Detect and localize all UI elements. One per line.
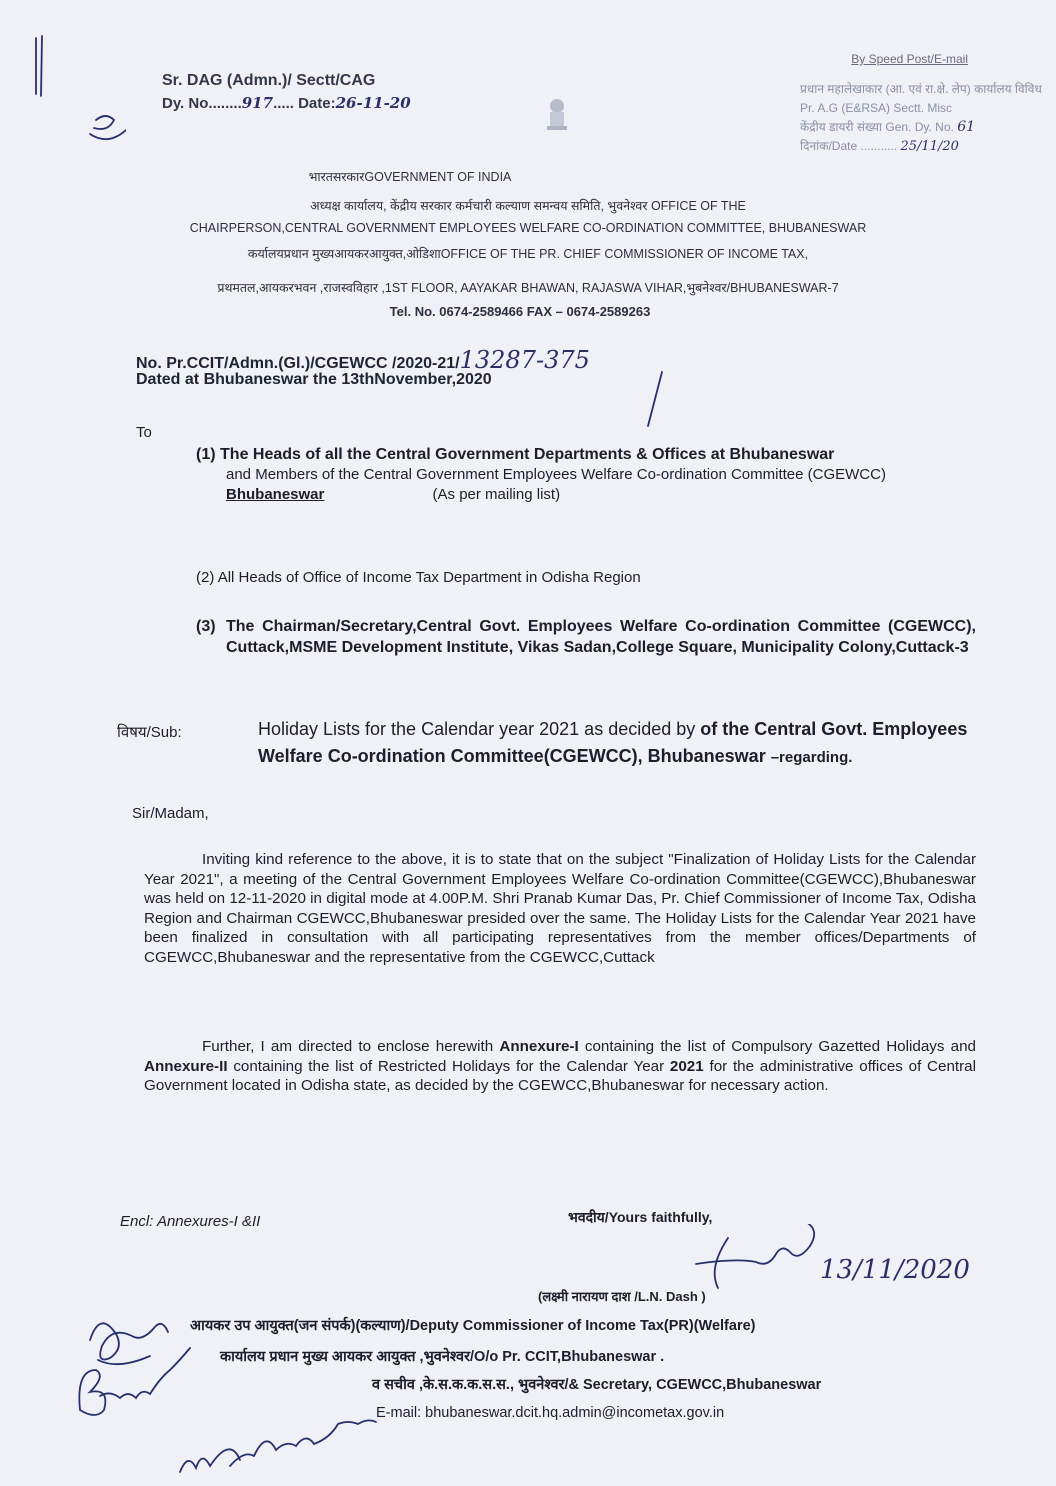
reference-number: No. Pr.CCIT/Admn.(Gl.)/CGEWCC /2020-21/: [136, 355, 460, 372]
date-label: Date:: [298, 95, 336, 112]
subject: [258, 716, 978, 771]
receipt-date-value: 25/11/20: [900, 139, 959, 154]
margin-scribble: [26, 34, 126, 164]
handwritten-stroke: [640, 368, 670, 430]
addressee-1-place: Bhubaneswar: [226, 486, 325, 503]
paragraph-2-part4: for the administrative offices of Central Government located in Odisha state, as decided by the CGEWCC,Bhubaneswar for necessary action.: [144, 1057, 976, 1094]
addressee-2-text: All Heads of Office of Income Tax Department in Odisha Region: [217, 569, 641, 586]
dy-number: 917: [241, 94, 274, 112]
subject-bold: of the Central Govt. Employees Welfare Co-ordination Committee(CGEWCC), Bhubaneswar: [258, 719, 968, 766]
designation-email: E-mail: bhubaneswar.dcit.hq.admin@incometax.gov.in: [376, 1405, 725, 1421]
header-line1: अध्यक्ष कार्यालय, केंद्रीय सरकार कर्मचारी कल्याण समन्वय समिति, भुवनेश्वर OFFICE OF THE: [310, 199, 746, 213]
inward-stamp: Sr. DAG (Admn.)/ Sectt/CAG Dy. No........917..... Date:26-11-20: [162, 72, 411, 112]
header-line3: कर्यालयप्रधान मुख्यआयकरआयुक्त,ओडिशाOFFICE OF THE PR. CHIEF COMMISSIONER OF INCOME TAX,: [247, 247, 809, 261]
receipt-date-label: दिनांक/Date: [800, 139, 858, 153]
tel-fax: Tel. No. 0674-2589466 FAX – 0674-2589263: [389, 304, 651, 319]
paragraph-2: [144, 1037, 976, 1096]
dy-label: Dy. No.: [162, 95, 213, 112]
addressee-3-num: (3): [196, 618, 216, 635]
enclosure: Encl: Annexures-I &II: [120, 1213, 261, 1230]
header-line4: प्रथमतल,आयकरभवन ,राजस्वविहार ,1ST FLOOR, AAYAKAR BHAWAN, RAJASWA VIHAR,भुबनेश्वर/BHUBANESWAR-7: [217, 281, 839, 295]
dispatch-mode: By Speed Post/E-mail: [851, 52, 968, 66]
holiday-year: 2021: [669, 1057, 704, 1075]
addressee-2: [196, 568, 976, 588]
subject-label: विषय/Sub:: [117, 724, 182, 741]
signatory-name: (लक्ष्मी नारायण दाश /L.N. Dash ): [538, 1289, 706, 1304]
national-emblem-icon: [544, 97, 570, 133]
paragraph-2-part3: containing the list of Restricted Holidays for the Calendar Year: [233, 1057, 665, 1075]
receipt-line3: केंद्रीय डायरी संख्या Gen. Dy. No.: [800, 120, 954, 134]
reference-handwritten: 13287-375: [459, 346, 590, 374]
designation-line1: आयकर उप आयुक्त(जन संपर्क)(कल्याण)/Deputy Commissioner of Income Tax(PR)(Welfare): [190, 1318, 756, 1334]
paragraph-2-part1: Further, I am directed to enclose herewith: [202, 1038, 494, 1055]
to-label: To: [136, 424, 152, 441]
addressee-1-bold: The Heads of all the Central Government Departments & Offices at Bhubaneswar: [220, 446, 835, 463]
addressee-1-num: (1): [196, 446, 216, 463]
handwritten-initials: [70, 1300, 490, 1480]
date-value: 26-11-20: [335, 94, 411, 112]
salutation: Sir/Madam,: [132, 805, 209, 822]
subject-plain: Holiday Lists for the Calendar year 2021 as decided by: [258, 719, 696, 739]
reference-line: [136, 346, 590, 374]
receipt-dy-number: 61: [957, 119, 976, 135]
receipt-line2: Pr. A.G (E&RSA) Sectt. Misc: [800, 101, 953, 115]
addressee-1-text: and Members of the Central Government Employees Welfare Co-ordination Committee (CGEWCC): [226, 466, 886, 483]
stamp-office: Sr. DAG (Admn.)/ Sectt/CAG: [162, 72, 376, 89]
addressee-1: [196, 445, 976, 505]
closing: भवदीय/Yours faithfully,: [568, 1209, 713, 1225]
designation-line3: व सचीव ,के.स.क.क.स.स., भुवनेश्वर/& Secretary, CGEWCC,Bhubaneswar: [372, 1377, 822, 1393]
paragraph-2-part2: containing the list of Compulsory Gazetted Holidays and: [584, 1038, 976, 1055]
header-line2: CHAIRPERSON,CENTRAL GOVERNMENT EMPLOYEES WELFARE CO-ORDINATION COMMITTEE, BHUBANESWAR: [189, 221, 867, 235]
receipt-stamp: प्रधान महालेखाकार (आ. एवं रा.क्षे. लेप) कार्यालय विविध Pr. A.G (E&RSA) Sectt. Misc केंद्रीय डायरी संख्या Gen. Dy. No. 61 दिनांक/Date ........... 25/11/20: [800, 82, 1042, 154]
receipt-line1: प्रधान महालेखाकार (आ. एवं रा.क्षे. लेप) कार्यालय विविध: [800, 82, 1042, 96]
subject-suffix: –regarding.: [770, 749, 853, 766]
addressee-3: [196, 616, 976, 658]
addressee-2-num: (2): [196, 569, 215, 586]
signature: [668, 1224, 828, 1294]
addressee-3-text: The Chairman/Secretary,Central Govt. Employees Welfare Co-ordination Committee (CGEWCC), Cuttack,MSME Development Institute, Vikas Sadan,College Square, Municipality Colony,Cuttack-3: [226, 618, 976, 656]
annexure-2: Annexure-II: [144, 1057, 228, 1075]
addressee-1-note: (As per mailing list): [432, 486, 561, 503]
signature-date: 13/11/2020: [820, 1255, 970, 1285]
paragraph-1: Inviting kind reference to the above, it is to state that on the subject "Finalization of Holiday Lists for the Calendar Year 2021", a meeting of the Central Government Employees Welfare Co-ordination Committee(CGEWCC),Bhubaneswar was held on 12-11-2020 in digital mode at 4.00P.M. Shri Pranab Kumar Das, Pr. Chief Commissioner of Income Tax, Odisha Region and Chairman CGEWCC,Bhubaneswar presided over the same. The Holiday Lists for the Calendar Year 2021 have been finalized in consultation with all participating representatives from the member offices/Departments of CGEWCC,Bhubaneswar and the representative from the CGEWCC,Cuttack: [144, 851, 976, 966]
designation-line2: कार्यालय प्रधान मुख्य आयकर आयुक्त ,भुवनेश्वर/O/o Pr. CCIT,Bhubaneswar .: [220, 1349, 665, 1365]
gov-line: भारतसरकारGOVERNMENT OF INDIA: [308, 170, 512, 184]
dated-line: Dated at Bhubaneswar the 13thNovember,2020: [136, 371, 492, 388]
annexure-1: Annexure-I: [499, 1038, 579, 1055]
